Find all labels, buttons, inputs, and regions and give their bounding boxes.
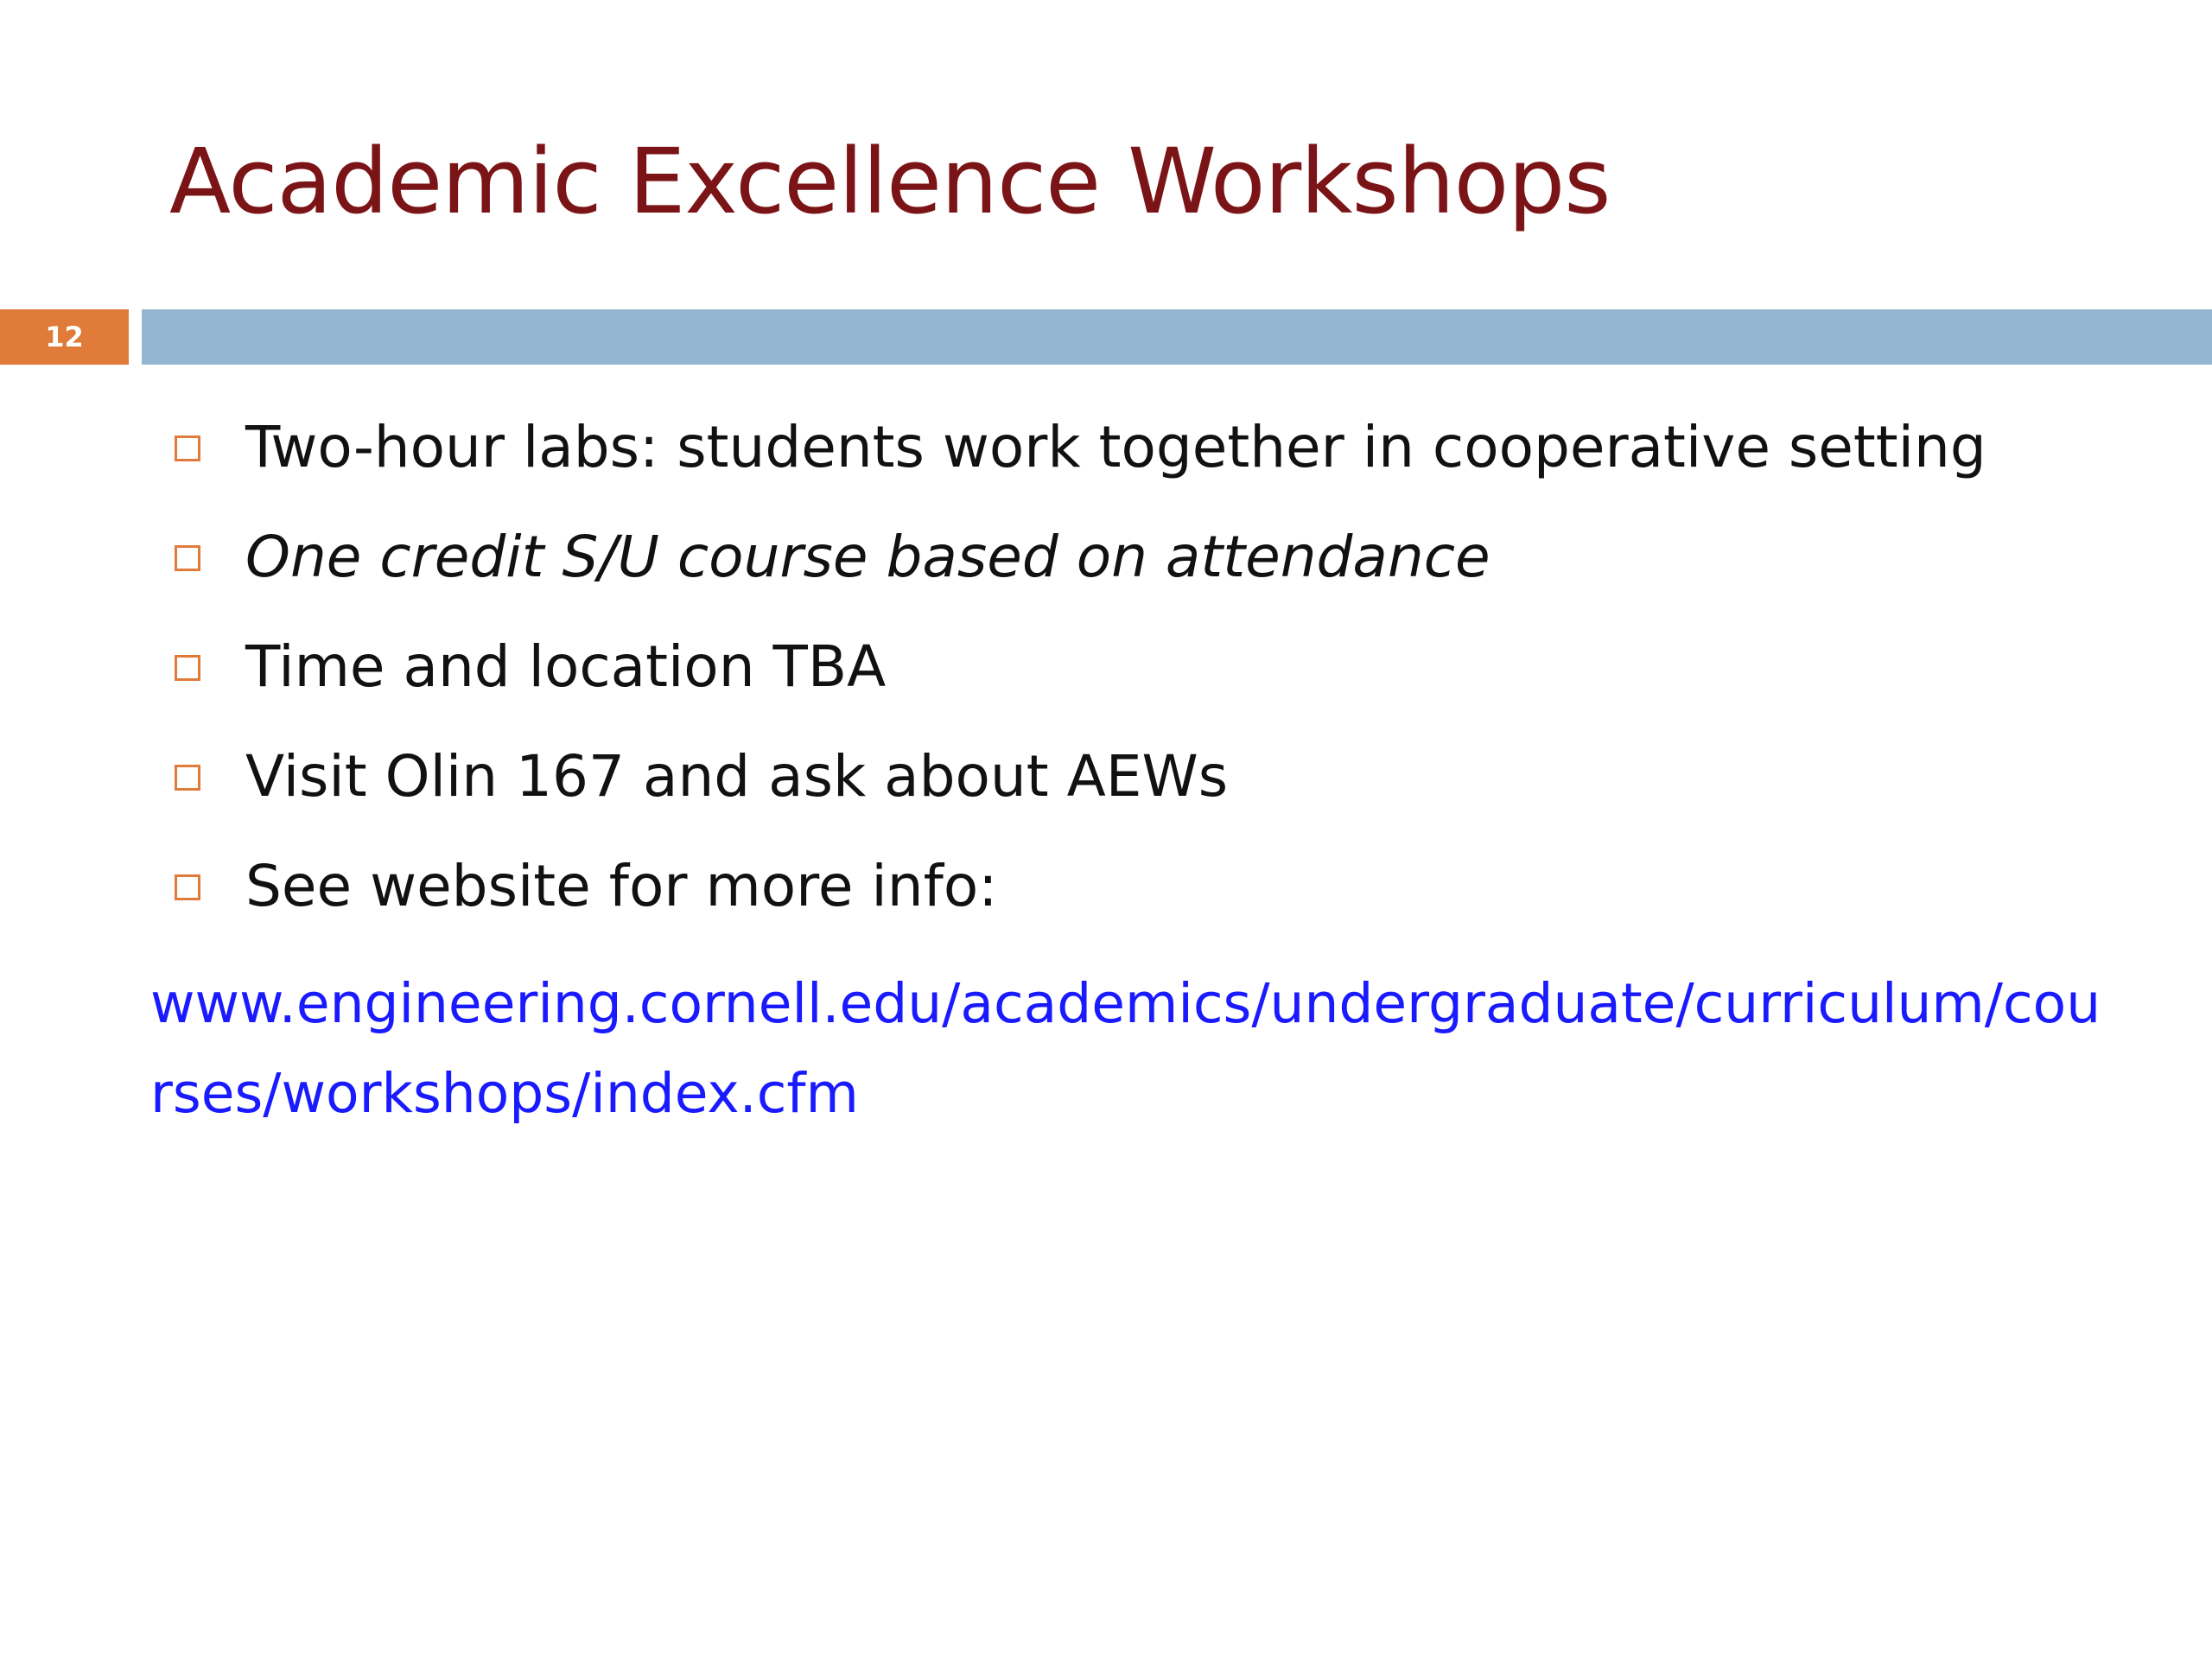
bullet-item (169, 734, 1986, 843)
bullet-text: Time and location TBA (245, 633, 887, 700)
bullet-item (169, 514, 1986, 624)
square-outline-icon (175, 435, 200, 461)
bullet-text: See website for more info: (245, 853, 998, 919)
bullet-text: Two-hour labs: students work together in cooperative setting (245, 414, 1986, 480)
bullet-item (169, 624, 1986, 734)
bullet-list (169, 404, 1986, 953)
bullet-text: One credit S/U course based on attendance (245, 524, 1491, 590)
square-outline-icon (175, 874, 200, 900)
workshops-link[interactable]: www.engineering.cornell.edu/academics/undergraduate/curriculum/courses/workshops/index.cfm (150, 972, 2101, 1125)
slide-number-badge: 12 (0, 309, 129, 365)
bullet-item (169, 843, 1986, 953)
bullet-item (169, 404, 1986, 514)
title-rule (142, 309, 2212, 365)
square-outline-icon (175, 765, 200, 791)
square-outline-icon (175, 545, 200, 571)
slide-title: Academic Excellence Workshops (169, 129, 1611, 234)
bullet-text: Visit Olin 167 and ask about AEWs (245, 743, 1229, 810)
square-outline-icon (175, 655, 200, 681)
